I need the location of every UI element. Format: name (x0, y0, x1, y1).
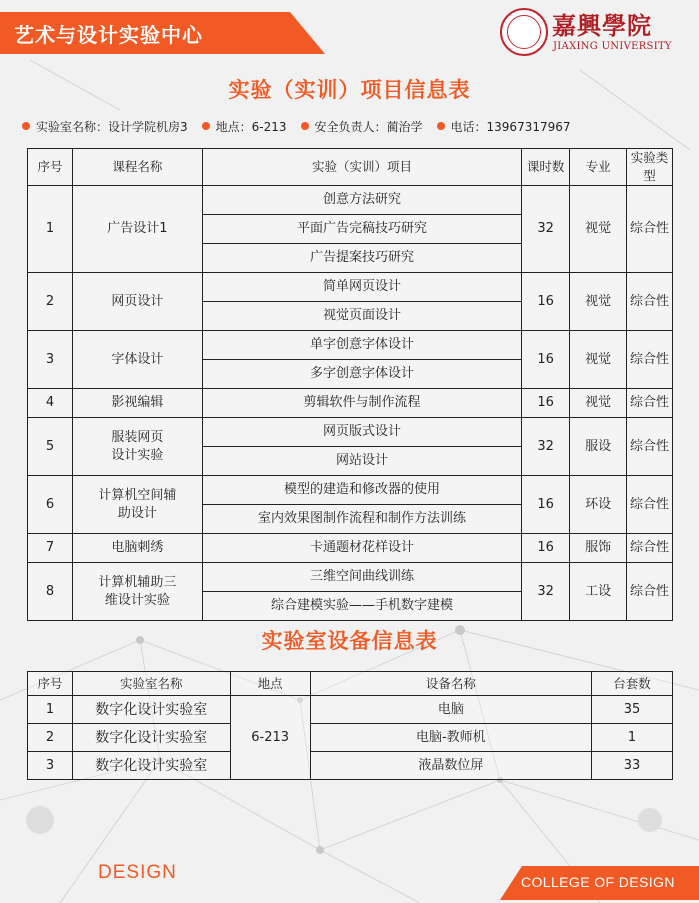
table-header-row (28, 672, 673, 696)
info-safety-officer: 安全负责人：蔺治学 (301, 118, 423, 135)
row-number: 8 (28, 563, 73, 621)
project-name: 剪辑软件与制作流程 (202, 389, 521, 418)
row-number: 1 (28, 696, 73, 724)
table-row (28, 724, 673, 752)
equipment-count: 33 (592, 752, 673, 780)
project-name: 简单网页设计 (202, 273, 521, 302)
table-row (28, 752, 673, 780)
course-name: 电脑刺绣 (72, 534, 202, 563)
header-cell: 专业 (570, 149, 627, 186)
experiment-type: 综合性 (627, 476, 673, 534)
header-cell: 实验（实训）项目 (202, 149, 521, 186)
project-name: 模型的建造和修改器的使用 (202, 476, 521, 505)
course-name: 字体设计 (72, 331, 202, 389)
row-number: 3 (28, 331, 73, 389)
hours: 32 (522, 418, 570, 476)
header-cell: 实验室名称 (72, 672, 230, 696)
project-name: 三维空间曲线训练 (202, 563, 521, 592)
lab-info-row (22, 117, 692, 135)
footer-design-text: DESIGN (98, 862, 177, 883)
table-row (28, 476, 673, 505)
header-cell: 序号 (28, 149, 73, 186)
header-cell: 课时数 (522, 149, 570, 186)
project-name: 单字创意字体设计 (202, 331, 521, 360)
major: 视觉 (570, 331, 627, 389)
project-name: 卡通题材花样设计 (202, 534, 521, 563)
project-name: 网页版式设计 (202, 418, 521, 447)
project-name: 创意方法研究 (202, 186, 521, 215)
course-name: 影视编辑 (72, 389, 202, 418)
row-number: 2 (28, 724, 73, 752)
header-cell: 台套数 (592, 672, 673, 696)
bullet-dot-icon (301, 122, 309, 130)
row-number: 7 (28, 534, 73, 563)
equipment-info-table (27, 671, 673, 780)
major: 服设 (570, 418, 627, 476)
equipment-table-title: 实验室设备信息表 (261, 629, 438, 653)
major: 视觉 (570, 389, 627, 418)
hours: 32 (522, 186, 570, 273)
hours: 16 (522, 331, 570, 389)
project-name: 视觉页面设计 (202, 302, 521, 331)
header-cell: 地点 (230, 672, 310, 696)
experiment-type: 综合性 (627, 186, 673, 273)
major: 工设 (570, 563, 627, 621)
hours: 32 (522, 563, 570, 621)
equipment-name: 液晶数位屏 (310, 752, 592, 780)
major: 环设 (570, 476, 627, 534)
header-cell: 课程名称 (72, 149, 202, 186)
lab-name: 数字化设计实验室 (72, 696, 230, 724)
experiment-type: 综合性 (627, 273, 673, 331)
course-name: 服装网页设计实验 (72, 418, 202, 476)
equipment-count: 1 (592, 724, 673, 752)
project-table-title: 实验（实训）项目信息表 (228, 78, 471, 102)
major: 视觉 (570, 273, 627, 331)
experiment-type: 综合性 (627, 389, 673, 418)
row-number: 6 (28, 476, 73, 534)
project-name: 多字创意字体设计 (202, 360, 521, 389)
course-name: 网页设计 (72, 273, 202, 331)
header-cell: 实验类型 (627, 149, 673, 186)
bullet-dot-icon (202, 122, 210, 130)
hours: 16 (522, 476, 570, 534)
lab-name: 数字化设计实验室 (72, 724, 230, 752)
hours: 16 (522, 534, 570, 563)
row-number: 4 (28, 389, 73, 418)
info-lab-name: 实验室名称：设计学院机房3 (22, 118, 188, 135)
header-cell: 序号 (28, 672, 73, 696)
table-row (28, 273, 673, 302)
table-row (28, 186, 673, 215)
project-name: 网站设计 (202, 447, 521, 476)
project-name: 室内效果图制作流程和制作方法训练 (202, 505, 521, 534)
row-number: 2 (28, 273, 73, 331)
equipment-count: 35 (592, 696, 673, 724)
equipment-name: 电脑-教师机 (310, 724, 592, 752)
hours: 16 (522, 389, 570, 418)
table-row (28, 418, 673, 447)
table-row (28, 534, 673, 563)
major: 服饰 (570, 534, 627, 563)
header-title: 艺术与设计实验中心 (14, 23, 203, 47)
course-name: 广告设计1 (72, 186, 202, 273)
project-name: 广告提案技巧研究 (202, 244, 521, 273)
bullet-dot-icon (22, 122, 30, 130)
table-row (28, 389, 673, 418)
project-info-table (27, 148, 673, 621)
bullet-dot-icon (437, 122, 445, 130)
footer-college-text: COLLEGE OF DESIGN (521, 874, 675, 890)
location: 6-213 (230, 696, 310, 780)
table-row (28, 563, 673, 592)
row-number: 1 (28, 186, 73, 273)
experiment-type: 综合性 (627, 418, 673, 476)
equipment-name: 电脑 (310, 696, 592, 724)
table-header-row (28, 149, 673, 186)
university-seal-icon (500, 8, 548, 56)
lab-name: 数字化设计实验室 (72, 752, 230, 780)
experiment-type: 综合性 (627, 534, 673, 563)
university-logo-name: 嘉興學院 (552, 11, 652, 40)
info-location: 地点：6-213 (202, 118, 287, 135)
info-phone: 电话：13967317967 (437, 118, 571, 135)
hours: 16 (522, 273, 570, 331)
table-row (28, 696, 673, 724)
experiment-type: 综合性 (627, 563, 673, 621)
table-row (28, 331, 673, 360)
project-name: 综合建模实验——手机数字建模 (202, 592, 521, 621)
experiment-type: 综合性 (627, 331, 673, 389)
row-number: 5 (28, 418, 73, 476)
header-cell: 设备名称 (310, 672, 592, 696)
course-name: 计算机辅助三维设计实验 (72, 563, 202, 621)
university-logo-english: JIAXING UNIVERSITY (553, 41, 672, 52)
row-number: 3 (28, 752, 73, 780)
major: 视觉 (570, 186, 627, 273)
course-name: 计算机空间辅助设计 (72, 476, 202, 534)
project-name: 平面广告完稿技巧研究 (202, 215, 521, 244)
